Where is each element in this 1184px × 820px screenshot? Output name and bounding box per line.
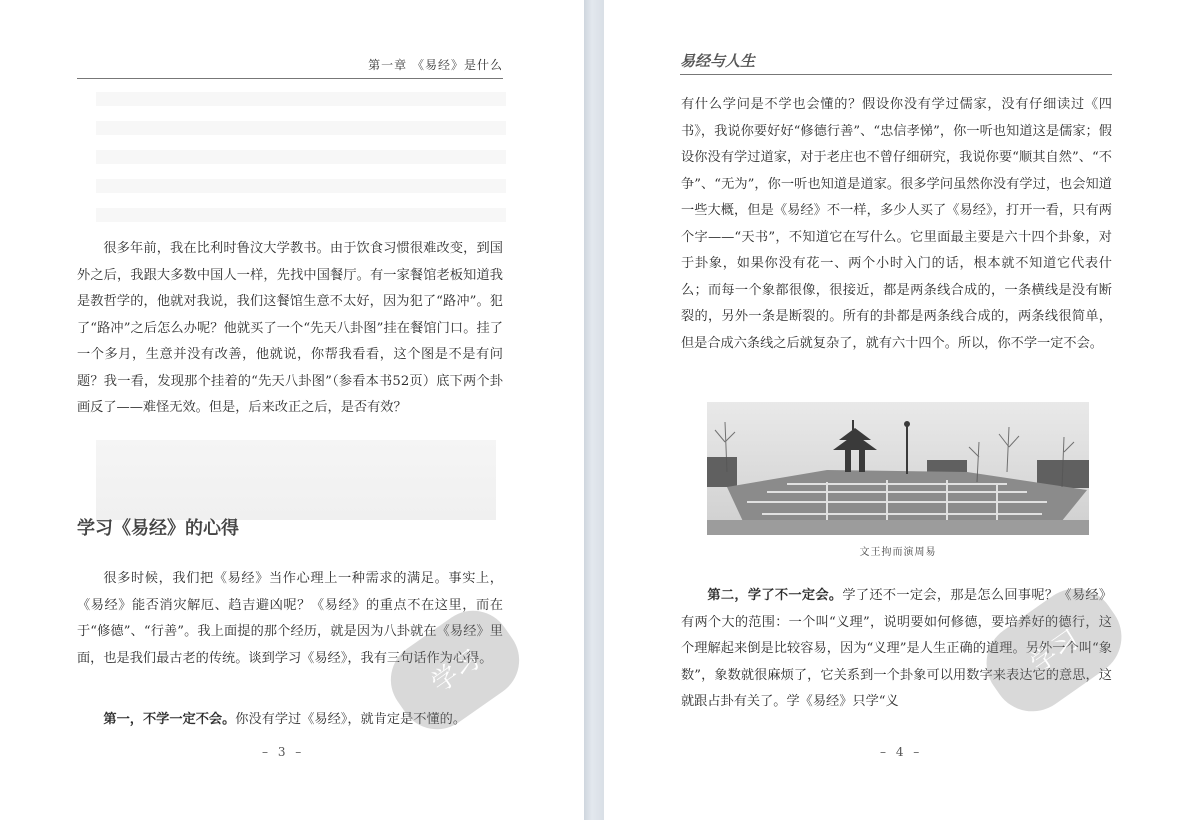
paragraph-text: 学了还不一定会，那是怎么回事呢？《易经》有两个大的范围：一个叫“义理”，说明要如何修德，要培养好的德行，这个理解起来倒是比较容易，因为“义理”是人生正确的道理。另外一个叫“象数”，象数就很麻烦了，它关系到一个卦象可以用数字来表达它的意思，这就跟占卦有关了。学《易经》只学“义 xyxy=(681,588,1113,709)
watermark-stamp-icon xyxy=(964,560,1144,740)
chapter-header: 第一章 《易经》是什么 xyxy=(77,56,503,79)
illustration-photo xyxy=(707,402,1089,535)
bleed-through-image xyxy=(96,440,496,520)
left-page xyxy=(0,0,584,820)
body-paragraph: 很多时候，我们把《易经》当作心理上一种需求的满足。事实上，《易经》能否消灾解厄、趋吉避凶呢？《易经》的重点不在这里，而在于“修德”、“行善”。我上面提的那个经历，就是因为八卦就在《易经》里面，也是我们最古老的传统。谈到学习《易经》，我有三句话作为心得。 xyxy=(77,571,503,666)
photo-caption: 文王拘而演周易 xyxy=(859,547,937,558)
bold-lead: 第二，学了不一定会。 xyxy=(707,588,843,603)
bleed-through-text xyxy=(96,92,506,232)
page-number: – 4 – xyxy=(880,745,923,759)
section-title: 学习《易经》的心得 xyxy=(77,518,239,539)
paragraph-text: 你没有学过《易经》，就肯定是不懂的。 xyxy=(235,712,467,727)
body-paragraph: 很多年前，我在比利时鲁汶大学教书。由于饮食习惯很难改变，到国外之后，我跟大多数中国人一样，先找中国餐厅。有一家餐馆老板知道我是教哲学的，他就对我说，我们这餐馆生意不太好，因为犯了“路冲”。犯了“路冲”之后怎么办呢？他就买了一个“先天八卦图”挂在餐馆门口。挂了一个多月，生意并没有改善，他就说，你帮我看看，这个图是不是有问题？我一看，发现那个挂着的“先天八卦图”（参看本书52页）底下两个卦画反了——难怪无效。但是，后来改正之后，是否有效？ xyxy=(77,241,503,415)
svg-text:学习: 学习 xyxy=(1025,624,1086,679)
bold-lead: 第一，不学一定不会。 xyxy=(103,712,236,727)
book-title-header: 易经与人生 xyxy=(680,50,1112,75)
watermark-stamp-icon xyxy=(370,585,540,755)
page-gutter xyxy=(584,0,604,820)
page-number: – 3 – xyxy=(262,745,305,759)
body-paragraph: 有什么学问是不学也会懂的？假设你没有学过儒家，没有仔细读过《四书》，我说你要好好“修德行善”、“忠信孝悌”，你一听也知道这是儒家；假设你没有学过道家，对于老庄也不曾仔细研究，我说你要“顺其自然”、“不争”、“无为”，你一听也知道是道家。很多学问虽然你没有学过，也会知道一些大概，但是《易经》不一样，多少人买了《易经》，打开一看，只有两个字——“天书”，不知道它在写什么。它里面最主要是六十四个卦象，对于卦象，如果你没有花一、两个小时入门的话，根本就不知道它代表什么；而每一个象都很像，很接近，都是两条线合成的，一条横线是没有断裂的，另外一条是断裂的。所有的卦都是两条线合成的，两条线很简单，但是合成六条线之后就复杂了，就有六十四个。所以，你不学一定不会。 xyxy=(681,97,1112,351)
svg-text:学习: 学习 xyxy=(426,644,487,699)
